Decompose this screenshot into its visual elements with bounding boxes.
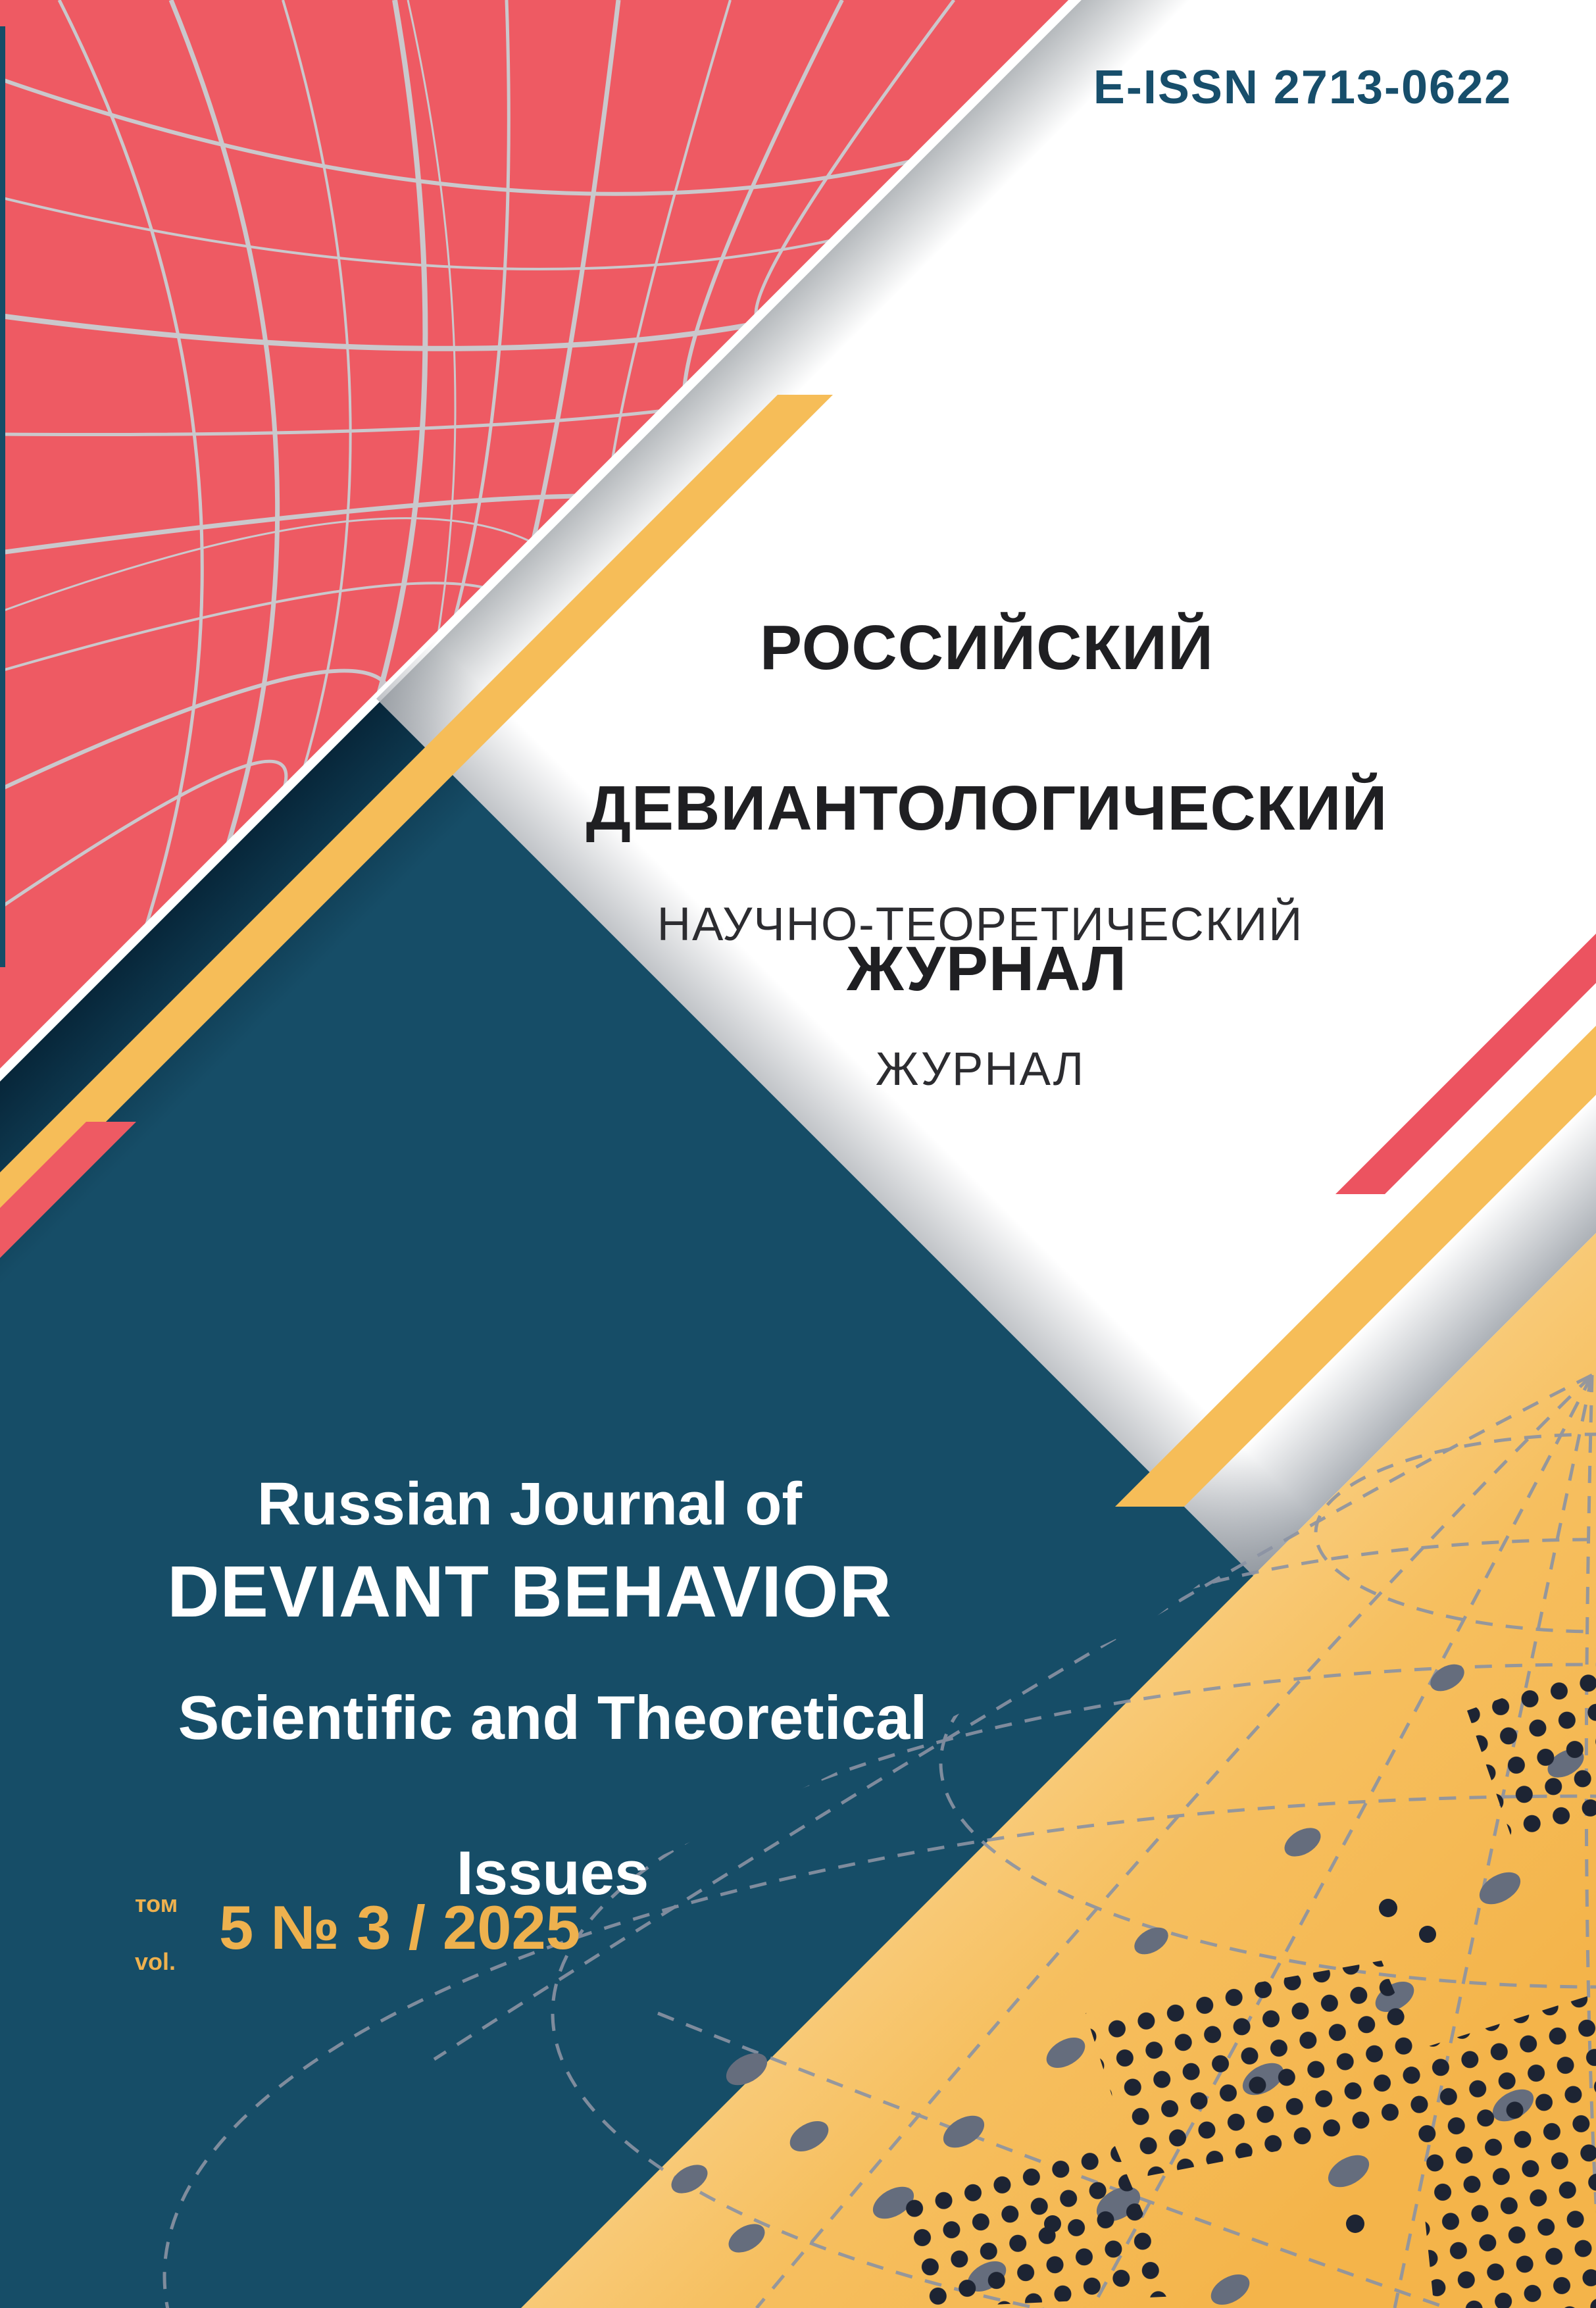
journal-subtitle-en bbox=[125, 1679, 980, 1912]
volume-label bbox=[135, 1890, 220, 1976]
issn-number: E-ISSN 2713-0622 bbox=[1093, 61, 1512, 114]
title-ru-line3: ЖУРНАЛ bbox=[846, 934, 1128, 1004]
subtitle-ru-line1: НАУЧНО-ТЕОРЕТИЧЕСКИЙ bbox=[657, 899, 1304, 951]
title-ru-line2: ДЕВИАНТОЛОГИЧЕСКИЙ bbox=[586, 773, 1388, 843]
volume-label-en: vol. bbox=[135, 1948, 176, 1975]
subtitle-en-line2: Issues bbox=[456, 1838, 649, 1907]
title-ru-line1: РОССИЙСКИЙ bbox=[759, 613, 1214, 683]
journal-title-en-top: Russian Journal of bbox=[257, 1470, 803, 1538]
journal-title-en-main: DEVIANT BEHAVIOR bbox=[167, 1551, 892, 1632]
volume-issue-year: 5 № 3 / 2025 bbox=[219, 1893, 581, 1962]
left-edge-strip bbox=[0, 26, 5, 967]
subtitle-en-line1: Scientific and Theoretical bbox=[178, 1683, 928, 1752]
journal-subtitle-ru bbox=[553, 889, 1408, 1106]
volume-label-ru: том bbox=[135, 1890, 178, 1917]
subtitle-ru-line2: ЖУРНАЛ bbox=[875, 1043, 1085, 1095]
